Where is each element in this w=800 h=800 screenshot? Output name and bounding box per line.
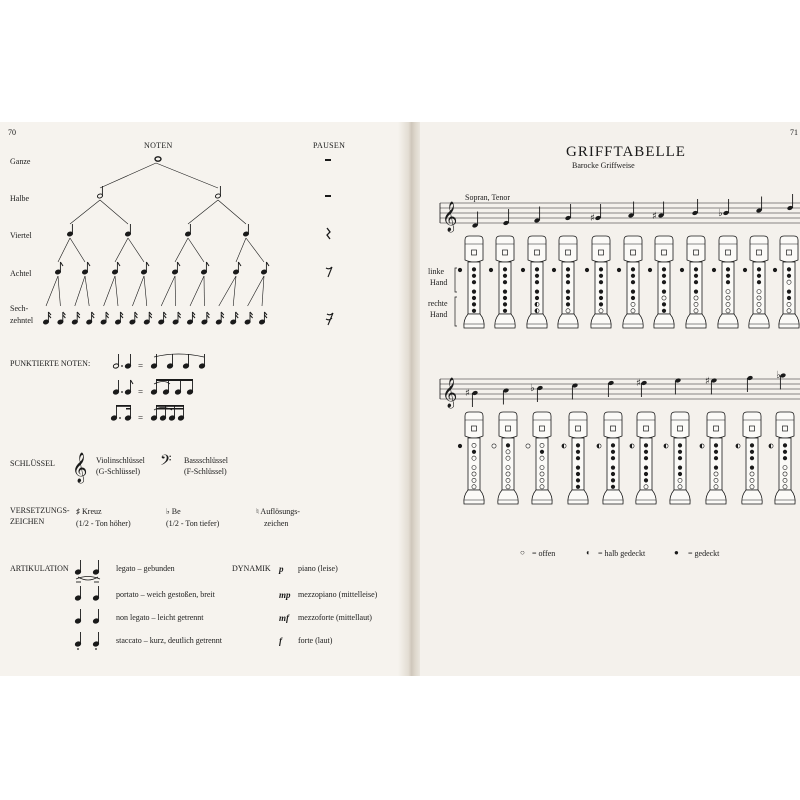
row-label-halbe: Halbe [10,194,30,203]
covered-hole [503,302,507,306]
covered-hole [757,267,761,271]
covered-hole [599,274,603,278]
right-hand-label-2: Hand [430,310,448,319]
open-hole [714,478,718,482]
covered-hole [576,472,580,476]
covered-hole [503,280,507,284]
recorder-diagram [630,412,656,504]
covered-hole [535,274,539,278]
covered-hole [611,443,615,447]
covered-hole [694,267,698,271]
open-hole [566,309,570,313]
covered-hole [535,296,539,300]
versetzung-label-2: ZEICHEN [10,517,45,526]
open-hole [783,485,787,489]
open-hole [694,309,698,313]
covered-hole [540,450,544,454]
row-label-zehntel: zehntel [10,316,34,325]
covered-hole [611,450,615,454]
covered-hole [631,296,635,300]
treble-clef: 𝄞 [72,453,88,483]
recorder-diagram [736,412,762,504]
legend-covered-text: = gedeckt [688,549,720,558]
covered-hole [644,478,648,482]
dyn-text-mp: mezzopiano (mittelleise) [298,590,378,599]
dyn-symbol-p: p [279,564,284,574]
covered-hole [757,274,761,278]
covered-hole [503,267,507,271]
violin-text-1: Violinschlüssel [96,456,145,465]
flat-sign: ♭ [776,370,781,381]
open-hole [726,296,730,300]
covered-hole [678,472,682,476]
covered-hole [585,268,589,272]
covered-hole [773,268,777,272]
covered-hole [678,466,682,470]
covered-hole [714,456,718,460]
covered-hole [787,296,791,300]
covered-hole [644,443,648,447]
open-hole [750,485,754,489]
flat-sign: ♭ [718,208,723,219]
covered-hole [648,268,652,272]
open-hole [506,478,510,482]
covered-hole [662,302,666,306]
covered-hole [472,290,476,294]
recorder-diagram [585,236,611,328]
covered-hole [472,296,476,300]
covered-hole [662,267,666,271]
equals-sign: = [138,361,144,371]
covered-hole [662,280,666,284]
recorder-diagram [700,412,726,504]
covered-hole [503,309,507,313]
recorder-diagram [597,412,623,504]
treble-clef: 𝄞 [442,378,458,408]
page-number-left: 70 [8,128,16,137]
covered-hole [576,466,580,470]
artikulation-legato: legato – gebunden [116,564,175,573]
open-hole [714,485,718,489]
sharp-sign: ♯ [590,213,595,224]
bass-text-1: Bassschlüssel [184,456,228,465]
bass-text-2: (F-Schlüssel) [184,467,227,476]
voice-label: Sopran, Tenor [465,193,511,202]
sharp-sign: ♯ [636,378,641,389]
open-hole [540,456,544,460]
open-hole [678,478,682,482]
aufl-text-2: zeichen [264,519,289,528]
dynamik-label: DYNAMIK [232,564,271,573]
covered-hole [566,290,570,294]
equals-sign: = [138,387,144,397]
covered-hole [726,280,730,284]
open-hole [783,466,787,470]
open-hole [540,472,544,476]
kreuz-text-2: (1/2 - Ton höher) [76,519,131,528]
open-hole [506,485,510,489]
covered-hole [472,274,476,278]
kreuz-text-1: ♯ Kreuz [76,507,102,516]
recorder-diagram [664,412,690,504]
row-label-achtel: Achtel [10,269,32,278]
open-hole [540,478,544,482]
schluessel-label: SCHLÜSSEL [10,459,55,468]
covered-hole [783,456,787,460]
open-hole [757,309,761,313]
covered-hole [750,443,754,447]
covered-hole [644,450,648,454]
open-hole [492,444,496,448]
sharp-sign: ♯ [705,376,710,387]
recorder-diagram [521,236,547,328]
covered-hole [611,478,615,482]
covered-hole [599,267,603,271]
sharp-sign: ♯ [465,388,470,399]
covered-hole [631,280,635,284]
bass-clef: 𝄢 [160,452,172,473]
open-hole [662,296,666,300]
be-text-2: (1/2 - Ton tiefer) [166,519,220,528]
covered-hole [783,443,787,447]
row-label-sech: Sech- [10,304,29,313]
covered-hole [552,268,556,272]
covered-hole [566,274,570,278]
covered-hole [678,450,682,454]
covered-hole [611,466,615,470]
covered-hole [566,302,570,306]
open-hole [540,443,544,447]
open-hole [472,466,476,470]
open-hole [472,472,476,476]
versetzung-label-1: VERSETZUNGS- [10,506,70,515]
aufl-text-1: ♮ Auflösungs- [256,507,300,516]
recorder-diagram [712,236,738,328]
covered-hole [662,309,666,313]
covered-hole [472,309,476,313]
covered-hole [631,290,635,294]
open-hole [599,309,603,313]
open-hole [526,444,530,448]
dyn-symbol-mp: mp [279,590,291,600]
open-hole [472,478,476,482]
pausen-header: PAUSEN [313,141,346,150]
open-hole [540,466,544,470]
covered-hole [489,268,493,272]
covered-hole [714,443,718,447]
grifftabelle-title: GRIFFTABELLE [566,144,686,160]
covered-hole [714,450,718,454]
left-hand-bracket [455,268,457,292]
covered-hole [535,290,539,294]
covered-hole [714,466,718,470]
dyn-text-mf: mezzoforte (mittellaut) [298,613,372,622]
recorder-diagram [526,412,552,504]
open-hole [757,296,761,300]
covered-hole [694,274,698,278]
open-hole [714,472,718,476]
covered-hole [521,268,525,272]
covered-hole [503,296,507,300]
covered-hole [750,466,754,470]
open-hole [783,478,787,482]
treble-clef: 𝄞 [442,202,458,232]
covered-hole [644,466,648,470]
recorder-diagram [773,236,799,328]
equals-sign: = [138,413,144,423]
page-number-right: 71 [790,128,798,137]
covered-hole [599,280,603,284]
open-hole [783,472,787,476]
covered-hole [576,450,580,454]
open-hole [787,280,791,284]
legend-open-text: = offen [532,549,556,558]
covered-hole [631,267,635,271]
covered-hole [535,280,539,284]
recorder-diagram [769,412,795,504]
left-hand-label-2: Hand [430,278,448,287]
artikulation-label: ARTIKULATION [10,564,69,573]
open-hole [678,485,682,489]
open-hole [694,302,698,306]
open-hole [694,296,698,300]
open-hole [540,485,544,489]
covered-hole [576,456,580,460]
open-hole [750,478,754,482]
open-hole [726,290,730,294]
row-label-ganze: Ganze [10,157,31,166]
be-text-1: ♭ Be [166,507,181,516]
covered-hole [617,268,621,272]
covered-hole [631,274,635,278]
recorder-diagram [743,236,769,328]
open-hole [750,472,754,476]
open-hole [631,302,635,306]
covered-hole [599,290,603,294]
open-hole [787,302,791,306]
covered-hole [694,290,698,294]
covered-hole [576,478,580,482]
open-hole [506,472,510,476]
covered-hole [458,268,462,272]
open-hole [472,443,476,447]
covered-hole [472,280,476,284]
covered-hole [599,296,603,300]
covered-hole [678,443,682,447]
covered-hole [787,290,791,294]
covered-hole [472,302,476,306]
open-hole [506,456,510,460]
recorder-diagram [552,236,578,328]
recorder-diagram [458,236,484,328]
covered-hole [599,302,603,306]
open-hole [757,302,761,306]
covered-hole [662,290,666,294]
legend-half-text: = halb gedeckt [598,549,646,558]
covered-hole [750,450,754,454]
covered-hole [611,456,615,460]
dyn-text-p: piano (leise) [298,564,338,573]
covered-hole [611,485,615,489]
open-hole [726,302,730,306]
legend-half-symbol: ◐ [586,548,591,557]
open-hole [631,309,635,313]
open-hole [472,456,476,460]
open-hole [787,309,791,313]
artikulation-non-legato: non legato – leicht getrennt [116,613,204,622]
dyn-text-f: forte (laut) [298,636,333,645]
recorder-diagram [458,412,484,504]
dyn-symbol-f: f [279,636,282,646]
punktierte-label: PUNKTIERTE NOTEN: [10,359,91,368]
open-hole [506,466,510,470]
recorder-diagram [617,236,643,328]
covered-hole [503,290,507,294]
covered-hole [506,443,510,447]
covered-hole [787,274,791,278]
covered-hole [726,274,730,278]
left-hand-label-1: linke [428,267,444,276]
covered-hole [472,267,476,271]
violin-text-2: (G-Schlüssel) [96,467,140,476]
covered-hole [726,267,730,271]
covered-hole [535,267,539,271]
row-label-viertel: Viertel [10,231,32,240]
covered-hole [644,472,648,476]
recorder-diagram [562,412,588,504]
covered-hole [472,450,476,454]
covered-hole [576,443,580,447]
flat-sign: ♭ [530,383,535,394]
legend-open-symbol: ○ [520,548,525,557]
covered-hole [750,456,754,460]
legend-covered-symbol: ● [674,548,679,557]
covered-hole [566,280,570,284]
covered-hole [783,450,787,454]
covered-hole [680,268,684,272]
open-hole [726,309,730,313]
covered-hole [787,267,791,271]
covered-hole [678,456,682,460]
covered-hole [458,444,462,448]
open-hole [757,290,761,294]
recorder-diagram [680,236,706,328]
artikulation-portato: portato – weich gestoßen, breit [116,590,215,599]
covered-hole [712,268,716,272]
covered-hole [566,267,570,271]
recorder-diagram [492,412,518,504]
covered-hole [503,274,507,278]
dyn-symbol-mf: mf [279,613,289,623]
covered-hole [566,296,570,300]
open-hole [506,450,510,454]
noten-header: NOTEN [144,141,173,150]
open-hole [472,485,476,489]
covered-hole [662,274,666,278]
right-hand-label-1: rechte [428,299,448,308]
recorder-diagram [648,236,674,328]
grifftabelle-subtitle: Barocke Griffweise [572,161,635,170]
covered-hole [743,268,747,272]
recorder-diagram [489,236,515,328]
open-hole [644,485,648,489]
sharp-sign: ♯ [652,211,657,222]
covered-hole [757,280,761,284]
covered-hole [611,472,615,476]
artikulation-staccato: staccato – kurz, deutlich getrennt [116,636,222,645]
covered-hole [694,280,698,284]
covered-hole [644,456,648,460]
right-hand-bracket [455,297,457,326]
covered-hole [576,485,580,489]
